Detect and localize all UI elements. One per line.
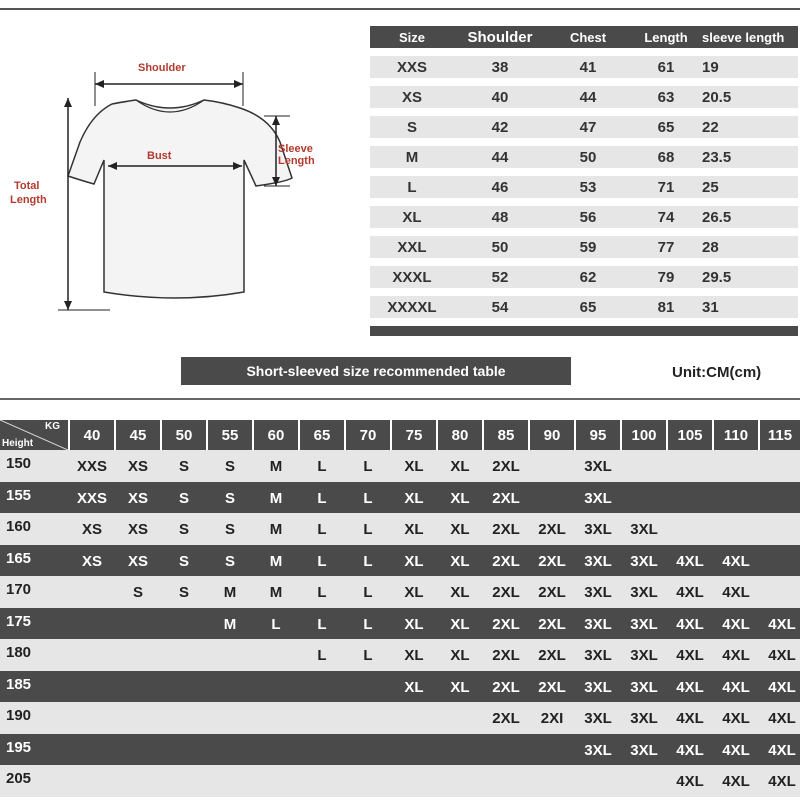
recommended-size-cell: M (269, 584, 283, 601)
recommended-size-cell: XL (450, 678, 470, 696)
size-cell-size: XL (402, 208, 422, 226)
section-divider (0, 398, 800, 400)
recommended-size-cell: L (363, 647, 373, 664)
size-row (370, 86, 798, 108)
size-cell-shoulder: 46 (491, 178, 509, 196)
weight-header-cell: 105 (668, 420, 712, 450)
size-cell-sleeve: 31 (702, 298, 719, 316)
recommended-size-cell: 2XL (492, 710, 520, 727)
recommended-size-cell: 4XL (768, 678, 796, 696)
size-cell-sleeve: 19 (702, 58, 719, 76)
weight-header-cell: 90 (530, 420, 574, 450)
size-cell-length: 81 (657, 298, 675, 316)
recommended-size-cell: 4XL (722, 741, 750, 759)
recommended-size-cell: 2XL (538, 615, 566, 633)
recommended-size-cell: 3XL (584, 552, 612, 570)
recommended-size-cell: M (269, 521, 283, 538)
height-row (0, 545, 800, 577)
recommended-size-cell: 3XL (630, 741, 658, 759)
size-row (370, 296, 798, 318)
size-cell-size: XXL (397, 238, 427, 256)
recommended-size-cell: 2XI (540, 710, 564, 727)
weight-header-cell: 40 (70, 420, 114, 450)
recommended-size-cell: 3XL (630, 584, 658, 601)
size-cell-chest: 41 (579, 58, 597, 76)
size-row (370, 146, 798, 168)
recommended-size-cell: 4XL (722, 615, 750, 633)
size-cell-chest: 53 (579, 178, 597, 196)
recommended-size-cell: L (363, 489, 373, 507)
recommended-size-cell: 2XL (492, 489, 520, 507)
recommended-size-cell: M (269, 489, 283, 507)
size-table-header (370, 26, 798, 48)
recommended-size-cell: 2XL (538, 521, 566, 538)
recommended-size-cell: 4XL (676, 678, 704, 696)
recommended-size-cell: S (224, 489, 235, 507)
size-cell-shoulder: 54 (491, 298, 509, 316)
size-row (370, 206, 798, 228)
tshirt-outline-icon (68, 100, 292, 298)
recommended-size-cell: XL (404, 489, 424, 507)
recommended-size-cell: 3XL (584, 458, 612, 475)
recommended-size-cell: L (363, 615, 373, 633)
size-cell-chest: 50 (579, 148, 597, 166)
size-cell-length: 74 (657, 208, 675, 226)
recommended-size-cell: XL (450, 552, 470, 570)
height-row (0, 671, 800, 703)
size-cell-sleeve: 28 (702, 238, 719, 256)
garment-size-table (370, 26, 798, 336)
size-table-footer-bar (370, 326, 798, 336)
header-size: Size (398, 29, 425, 45)
recommend-table-banner: Short-sleeved size recommended table (181, 357, 571, 385)
height-value: 175 (6, 612, 32, 630)
recommended-size-cell: XL (404, 584, 424, 601)
recommended-size-cell: XL (404, 615, 424, 633)
size-row (370, 236, 798, 258)
weight-header-cell: 80 (438, 420, 482, 450)
size-cell-shoulder: 52 (491, 268, 509, 286)
recommended-size-cell: 4XL (722, 552, 750, 570)
weight-header-cell: 85 (484, 420, 528, 450)
recommended-size-cell: 3XL (584, 678, 612, 696)
height-value: 155 (6, 486, 32, 504)
recommended-size-cell: 4XL (768, 615, 796, 633)
size-cell-sleeve: 23.5 (702, 148, 732, 166)
recommended-size-cell: 4XL (722, 647, 750, 664)
size-cell-sleeve: 25 (702, 178, 719, 196)
recommended-size-cell: 2XL (492, 678, 520, 696)
size-recommendation-table (0, 420, 800, 797)
size-cell-length: 71 (657, 178, 675, 196)
size-row (370, 116, 798, 138)
height-row (0, 639, 800, 671)
recommended-size-cell: L (363, 584, 373, 601)
size-cell-shoulder: 44 (491, 148, 509, 166)
recommended-size-cell: 4XL (768, 773, 796, 790)
recommended-size-cell: 2XL (492, 552, 520, 570)
recommended-size-cell: M (223, 584, 237, 601)
total-length-label-1: Total (14, 180, 40, 192)
size-cell-size: XXXL (392, 268, 432, 286)
recommended-size-cell: 3XL (630, 710, 658, 727)
recommended-size-cell: 4XL (768, 741, 796, 759)
recommended-size-cell: S (178, 489, 189, 507)
height-value: 170 (6, 581, 32, 598)
weight-header-cell: 50 (162, 420, 206, 450)
size-cell-size: L (407, 178, 417, 196)
recommended-size-cell: 4XL (676, 710, 704, 727)
size-cell-length: 68 (657, 148, 675, 166)
recommended-size-cell: XL (404, 521, 424, 538)
recommended-size-cell: 2XL (538, 678, 566, 696)
sleeve-length-label-1: Sleeve (278, 143, 313, 155)
recommended-size-cell: XL (404, 458, 424, 475)
recommended-size-cell: L (317, 584, 327, 601)
height-value: 205 (6, 770, 32, 787)
recommended-size-cell: S (178, 521, 189, 538)
recommended-size-cell: XS (81, 521, 102, 538)
height-value: 195 (6, 738, 32, 756)
recommended-size-cell: 3XL (630, 615, 658, 633)
size-cell-shoulder: 50 (491, 238, 509, 256)
size-cell-length: 79 (657, 268, 675, 286)
recommended-size-cell: 3XL (584, 489, 612, 507)
recommended-size-cell: 4XL (676, 647, 704, 664)
recommended-size-cell: L (317, 552, 327, 570)
sleeve-length-label-2: Length (278, 155, 315, 167)
size-cell-size: XXS (396, 58, 427, 76)
weight-header-cell: 75 (392, 420, 436, 450)
shoulder-label: Shoulder (138, 62, 186, 74)
height-value: 150 (6, 455, 32, 472)
total-length-label-2: Length (10, 194, 47, 206)
height-row (0, 513, 800, 545)
recommended-size-cell: 2XL (538, 584, 566, 601)
recommended-size-cell: 3XL (584, 615, 612, 633)
height-value: 185 (6, 675, 32, 693)
recommended-size-cell: S (224, 521, 235, 538)
recommended-size-cell: 2XL (492, 647, 520, 664)
top-divider (0, 8, 800, 10)
recommended-size-cell: XS (127, 458, 148, 475)
header-chest: Chest (569, 29, 607, 45)
recommended-size-cell: XL (450, 615, 470, 633)
recommended-size-cell: 4XL (722, 584, 750, 601)
size-cell-chest: 47 (579, 118, 597, 136)
recommended-size-cell: XL (404, 552, 424, 570)
recommended-size-cell: 3XL (584, 647, 612, 664)
header-sleeve-length: sleeve length (702, 29, 785, 45)
recommended-size-cell: S (224, 552, 235, 570)
height-row (0, 450, 800, 482)
kg-axis-label: KG (45, 421, 60, 432)
recommended-size-cell: XS (127, 552, 148, 570)
size-cell-length: 61 (657, 58, 675, 76)
size-cell-sleeve: 22 (702, 118, 719, 136)
size-cell-length: 77 (657, 238, 675, 256)
recommended-size-cell: 3XL (630, 647, 658, 664)
size-cell-sleeve: 26.5 (702, 208, 732, 226)
weight-header-row (0, 420, 800, 450)
weight-header-cell: 100 (622, 420, 666, 450)
recommended-size-cell: 4XL (676, 552, 704, 570)
size-cell-sleeve: 20.5 (702, 88, 732, 106)
height-row (0, 576, 800, 608)
weight-header-cell: 110 (714, 420, 758, 450)
height-row (0, 765, 800, 797)
recommended-size-cell: M (223, 615, 237, 633)
size-cell-size: S (406, 118, 417, 136)
recommended-size-cell: L (317, 458, 327, 475)
recommended-size-cell: L (317, 647, 327, 664)
recommended-size-cell: XL (404, 647, 424, 664)
size-cell-size: M (405, 148, 419, 166)
recommended-size-cell: S (178, 584, 189, 601)
weight-header-cell: 55 (208, 420, 252, 450)
recommended-size-cell: L (317, 615, 327, 633)
recommended-size-cell: L (271, 615, 281, 633)
height-row (0, 482, 800, 514)
recommended-size-cell: 3XL (630, 552, 658, 570)
recommended-size-cell: 2XL (538, 647, 566, 664)
height-value: 180 (6, 644, 32, 661)
recommended-size-cell: M (269, 458, 283, 475)
size-cell-shoulder: 40 (491, 88, 509, 106)
header-length: Length (644, 29, 688, 45)
size-cell-size: XXXXL (387, 298, 437, 316)
height-row (0, 608, 800, 640)
recommended-size-cell: 4XL (722, 710, 750, 727)
recommended-size-cell: XL (450, 584, 470, 601)
recommended-size-cell: M (269, 552, 283, 570)
height-value: 165 (6, 549, 32, 567)
recommended-size-cell: XS (127, 489, 148, 507)
unit-label: Unit:CM(cm) (672, 364, 762, 381)
recommended-size-cell: 4XL (676, 773, 704, 790)
size-cell-length: 65 (657, 118, 675, 136)
size-cell-length: 63 (657, 88, 675, 106)
recommended-size-cell: L (317, 521, 327, 538)
recommended-size-cell: 3XL (584, 584, 612, 601)
recommended-size-cell: 3XL (630, 521, 658, 538)
size-row (370, 266, 798, 288)
recommended-size-cell: S (178, 458, 189, 475)
size-cell-chest: 65 (579, 298, 597, 316)
recommended-size-cell: 4XL (676, 584, 704, 601)
height-value: 160 (6, 518, 32, 535)
weight-header-cell: 95 (576, 420, 620, 450)
size-row (370, 176, 798, 198)
weight-header-cell: 65 (300, 420, 344, 450)
height-row (0, 702, 800, 734)
weight-header-cell: 70 (346, 420, 390, 450)
weight-header-cell: 45 (116, 420, 160, 450)
recommended-size-cell: 2XL (492, 521, 520, 538)
recommended-size-cell: 3XL (584, 741, 612, 759)
recommended-size-cell: S (132, 584, 143, 601)
recommended-size-cell: L (363, 552, 373, 570)
size-cell-shoulder: 38 (491, 58, 509, 76)
recommended-size-cell: XXS (76, 458, 107, 475)
height-value: 190 (6, 707, 32, 724)
height-row (0, 734, 800, 766)
bust-label: Bust (147, 150, 172, 162)
size-cell-size: XS (401, 88, 422, 106)
recommended-size-cell: 4XL (676, 615, 704, 633)
recommended-size-cell: L (363, 458, 373, 475)
size-cell-shoulder: 42 (491, 118, 509, 136)
recommended-size-cell: XL (450, 458, 470, 475)
recommended-size-cell: 3XL (584, 521, 612, 538)
recommended-size-cell: 4XL (768, 710, 796, 727)
recommended-size-cell: 3XL (584, 710, 612, 727)
recommended-size-cell: S (178, 552, 189, 570)
recommended-size-cell: 4XL (676, 741, 704, 759)
size-cell-shoulder: 48 (491, 208, 509, 226)
size-row (370, 56, 798, 78)
tshirt-measurement-diagram (0, 40, 360, 330)
height-axis-label: Height (2, 438, 34, 449)
recommended-size-cell: 2XL (538, 552, 566, 570)
recommended-size-cell: 2XL (492, 615, 520, 633)
recommended-size-cell: XXS (76, 489, 107, 507)
size-cell-chest: 62 (579, 268, 597, 286)
recommended-size-cell: XS (81, 552, 102, 570)
recommended-size-cell: XL (450, 647, 470, 664)
size-cell-chest: 59 (579, 238, 597, 256)
weight-header-cell: 115 (760, 420, 800, 450)
recommended-size-cell: XL (450, 489, 470, 507)
weight-header-cell: 60 (254, 420, 298, 450)
recommended-size-cell: 3XL (630, 678, 658, 696)
recommended-size-cell: 4XL (722, 678, 750, 696)
recommended-size-cell: L (317, 489, 327, 507)
size-cell-sleeve: 29.5 (702, 268, 732, 286)
recommended-size-cell: L (363, 521, 373, 538)
header-shoulder: Shoulder (467, 28, 533, 46)
recommended-size-cell: 4XL (768, 647, 796, 664)
recommended-size-cell: 2XL (492, 458, 520, 475)
size-cell-chest: 56 (579, 208, 597, 226)
size-cell-chest: 44 (579, 88, 597, 106)
recommended-size-cell: S (224, 458, 235, 475)
recommended-size-cell: XL (404, 678, 424, 696)
recommended-size-cell: XS (127, 521, 148, 538)
table-corner-cell (0, 420, 68, 450)
recommended-size-cell: 2XL (492, 584, 520, 601)
recommended-size-cell: 4XL (722, 773, 750, 790)
recommended-size-cell: XL (450, 521, 470, 538)
